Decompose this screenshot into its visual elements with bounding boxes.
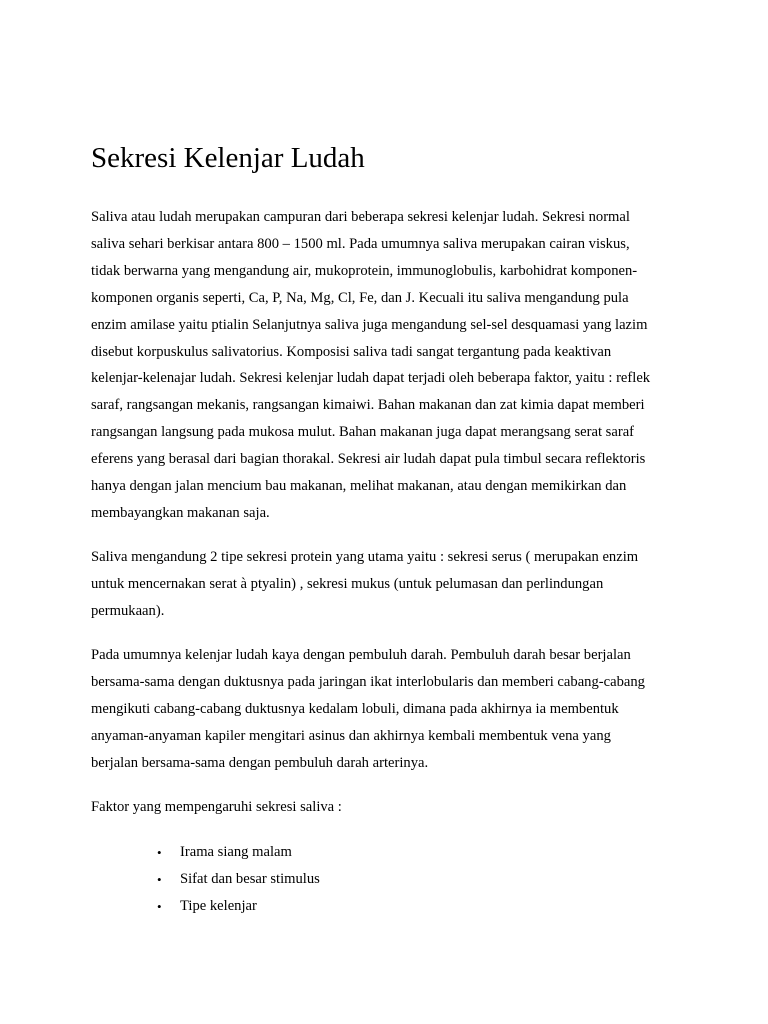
paragraph-line: kelenjar-kelenajar ludah. Sekresi kelenjar ludah dapat terjadi oleh beberapa faktor, yaitu : reflek <box>91 370 651 387</box>
paragraph-protein-secretion <box>91 544 691 625</box>
factors-list <box>91 839 320 920</box>
bullet-icon: • <box>157 899 162 914</box>
bullet-icon: • <box>157 872 162 887</box>
list-item <box>91 839 320 866</box>
paragraph-line: bersama-sama dengan duktusnya pada jaringan ikat interlobularis dan memberi cabang-cabang <box>91 673 645 690</box>
paragraph-line: eferens yang berasal dari bagian thorakal. Sekresi air ludah dapat pula timbul secara reflektoris <box>91 451 646 468</box>
list-item <box>91 893 320 920</box>
paragraph-line: rangsangan langsung pada mukosa mulut. Bahan makanan juga dapat merangsang serat saraf <box>91 424 635 441</box>
paragraph-line: saraf, rangsangan mekanis, rangsangan kimaiwi. Bahan makanan dan zat kimia dapat memberi <box>91 397 645 414</box>
page-title: Sekresi Kelenjar Ludah <box>91 142 365 174</box>
paragraph-line: saliva sehari berkisar antara 800 – 1500 ml. Pada umumnya saliva merupakan cairan viskus, <box>91 235 630 252</box>
paragraph-line: tidak berwarna yang mengandung air, mukoprotein, immunoglobulis, karbohidrat komponen- <box>91 262 638 279</box>
paragraph-line: komponen organis seperti, Ca, P, Na, Mg, Cl, Fe, dan J. Kecuali itu saliva mengandung pula <box>91 289 629 306</box>
list-item-label: Tipe kelenjar <box>180 898 257 914</box>
paragraph-blood-vessels <box>91 642 691 777</box>
list-item-label: Sifat dan besar stimulus <box>180 871 320 887</box>
paragraph-line: mengikuti cabang-cabang duktusnya kedalam lobuli, dimana pada akhirnya ia membentuk <box>91 700 619 717</box>
paragraph-line: anyaman-anyaman kapiler mengitari asinus dan akhirnya kembali membentuk vena yang <box>91 727 611 744</box>
paragraph-line: hanya dengan jalan mencium bau makanan, melihat makanan, atau dengan memikirkan dan <box>91 478 627 495</box>
paragraph-line: Saliva atau ludah merupakan campuran dari beberapa sekresi kelenjar ludah. Sekresi normal <box>91 209 630 225</box>
paragraph-line: Faktor yang mempengaruhi sekresi saliva : <box>91 799 342 815</box>
paragraph-saliva-definition <box>91 204 691 527</box>
paragraph-line: untuk mencernakan serat à ptyalin) , sekresi mukus (untuk pelumasan dan perlindungan <box>91 575 604 592</box>
paragraph-line: enzim amilase yaitu ptialin Selanjutnya saliva juga mengandung sel-sel desquamasi yang lazim <box>91 316 648 333</box>
paragraph-factors-heading <box>91 794 691 821</box>
list-item-label: Irama siang malam <box>180 844 292 860</box>
paragraph-line: disebut korpuskulus salivatorius. Komposisi saliva tadi sangat tergantung pada keaktivan <box>91 343 612 360</box>
paragraph-line: Pada umumnya kelenjar ludah kaya dengan pembuluh darah. Pembuluh darah besar berjalan <box>91 647 631 663</box>
paragraph-line: membayangkan makanan saja. <box>91 504 270 521</box>
paragraph-line: permukaan). <box>91 602 165 619</box>
paragraph-line: Saliva mengandung 2 tipe sekresi protein yang utama yaitu : sekresi serus ( merupakan enzim <box>91 549 639 565</box>
paragraph-line: berjalan bersama-sama dengan pembuluh darah arterinya. <box>91 754 429 771</box>
bullet-icon: • <box>157 845 162 860</box>
list-item <box>91 866 320 893</box>
